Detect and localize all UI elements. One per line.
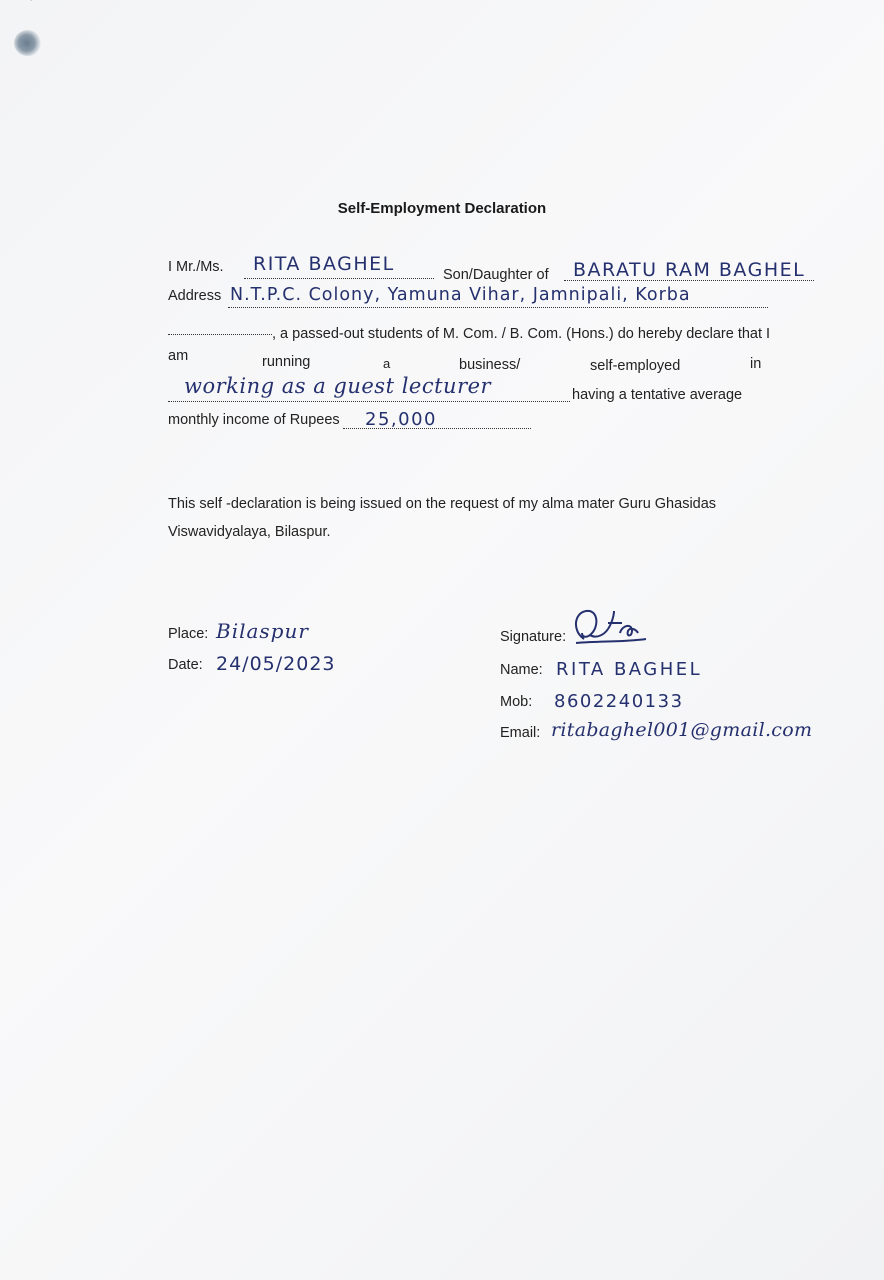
label-signature: Signature:: [500, 629, 567, 645]
address-dotted-line: [228, 307, 768, 308]
label-monthly-income: monthly income of Rupees: [168, 412, 340, 428]
address-continued-dotted-line: [168, 334, 272, 335]
label-in: in: [750, 356, 762, 372]
label-running: running: [262, 354, 311, 370]
label-address: Address: [168, 288, 222, 304]
handwritten-mob: 8602240133: [554, 691, 684, 712]
paper-crease: [30, 0, 49, 1]
name-dotted-line: [244, 278, 434, 279]
label-name: Name:: [500, 662, 543, 678]
label-having: having a tentative average: [572, 387, 743, 403]
label-son-daughter: Son/Daughter of: [443, 267, 549, 283]
label-business: business/: [459, 357, 521, 373]
handwritten-parent-name: BARATU RAM BAGHEL: [573, 259, 806, 281]
declaration-paragraph: This self -declaration is being issued on the request of my alma mater Guru Ghasidas Viswavidyalaya, Bilaspur.: [168, 496, 717, 540]
label-date: Date:: [168, 657, 203, 673]
label-mr-ms: I Mr./Ms.: [168, 259, 224, 275]
handwritten-name: RITA BAGHEL: [253, 253, 395, 275]
occupation-dotted-line: [168, 401, 570, 402]
handwritten-signature-name: RITA BAGHEL: [556, 659, 703, 680]
document-title: Self-Employment Declaration: [337, 200, 547, 217]
handwritten-occupation: working as a guest lecturer: [184, 374, 492, 398]
label-mob: Mob:: [500, 694, 533, 710]
paper-stain: [14, 30, 42, 56]
handwritten-income: 25,000: [365, 409, 437, 430]
handwritten-address: N.T.P.C. Colony, Yamuna Vihar, Jamnipali, Korba: [230, 285, 691, 305]
label-self-employed: self-employed: [590, 358, 681, 374]
handwritten-place: Bilaspur: [216, 619, 309, 643]
label-passed-out: , a passed-out students of M. Com. / B. Com. (Hons.) do hereby declare that I: [272, 326, 771, 342]
handwritten-signature: [570, 605, 652, 645]
handwritten-date: 24/05/2023: [216, 653, 336, 675]
label-email: Email:: [500, 725, 541, 741]
label-place: Place:: [168, 626, 209, 642]
label-a: a: [383, 356, 391, 371]
handwritten-email: ritabaghel001@gmail.com: [551, 719, 813, 741]
label-am: am: [168, 348, 189, 364]
